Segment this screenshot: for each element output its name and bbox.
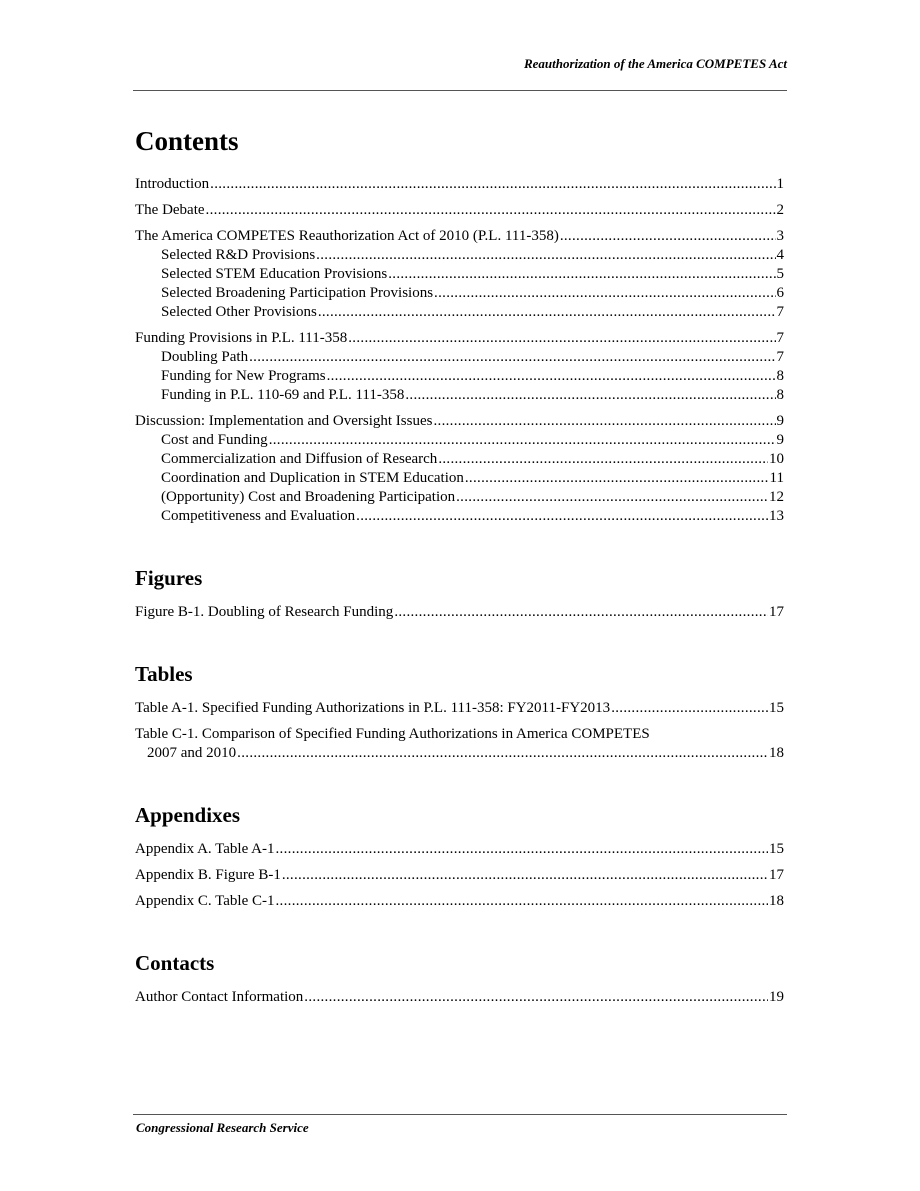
dot-leader	[434, 284, 775, 303]
toc-entry-reauthorization-act[interactable]	[135, 227, 784, 246]
toc-entry-title: Discussion: Implementation and Oversight Issues	[135, 413, 433, 429]
toc-entry-new-programs[interactable]	[135, 367, 784, 386]
toc-entry-title: Table A-1. Specified Funding Authorizations in P.L. 111-358: FY2011-FY2013	[135, 700, 611, 716]
toc-entry-page: 4	[776, 247, 784, 263]
dot-leader	[611, 699, 768, 718]
tables-section	[135, 662, 784, 763]
table-of-contents	[135, 126, 784, 1007]
toc-entry-page: 8	[776, 368, 784, 384]
contacts-heading: Contacts	[135, 951, 215, 975]
toc-entry-title: Funding in P.L. 110-69 and P.L. 111-358	[161, 387, 405, 403]
toc-entry-figure-b1[interactable]	[135, 603, 784, 622]
dot-leader	[316, 246, 775, 265]
toc-entry-page: 11	[769, 470, 784, 486]
toc-entry-title: Doubling Path	[161, 349, 249, 365]
toc-entry-title: The America COMPETES Reauthorization Act of 2010 (P.L. 111-358)	[135, 228, 559, 244]
toc-entry-page: 9	[776, 413, 784, 429]
toc-entry-appendix-b[interactable]	[135, 866, 784, 885]
toc-entry-competitiveness[interactable]	[135, 507, 784, 526]
toc-entry-page: 18	[769, 745, 784, 761]
dot-leader	[465, 469, 769, 488]
toc-entry-title: Selected Broadening Participation Provisions	[161, 285, 434, 301]
toc-entry-page: 7	[776, 349, 784, 365]
toc-entry-title: The Debate	[135, 202, 205, 218]
toc-entry-title: Funding for New Programs	[161, 368, 326, 384]
toc-entry-discussion[interactable]	[135, 412, 784, 431]
dot-leader	[348, 329, 775, 348]
dot-leader	[237, 744, 768, 763]
toc-entry-page: 10	[769, 451, 784, 467]
toc-entry-page: 1	[776, 176, 784, 192]
toc-entry-title: Funding Provisions in P.L. 111-358	[135, 330, 348, 346]
toc-entry-broadening-provisions[interactable]	[135, 284, 784, 303]
toc-entry-funding-provisions[interactable]	[135, 329, 784, 348]
toc-entry-the-debate[interactable]	[135, 201, 784, 220]
toc-entry-title: Commercialization and Diffusion of Research	[161, 451, 438, 467]
dot-leader	[433, 412, 775, 431]
toc-entry-page: 7	[776, 304, 784, 320]
toc-entry-table-c1[interactable]	[135, 725, 784, 763]
toc-entry-title: Cost and Funding	[161, 432, 268, 448]
toc-entry-page: 2	[776, 202, 784, 218]
toc-entry-page: 19	[769, 989, 784, 1005]
toc-entry-page: 13	[769, 508, 784, 524]
contacts-list	[135, 988, 784, 1007]
toc-entry-stem-provisions[interactable]	[135, 265, 784, 284]
toc-entry-page: 17	[769, 867, 784, 883]
dot-leader	[276, 892, 769, 911]
toc-entry-page: 15	[769, 841, 784, 857]
toc-entry-opportunity-cost[interactable]	[135, 488, 784, 507]
dot-leader	[249, 348, 775, 367]
dot-leader	[405, 386, 775, 405]
appendixes-heading: Appendixes	[135, 803, 241, 827]
dot-leader	[327, 367, 776, 386]
dot-leader	[304, 988, 768, 1007]
toc-entry-page: 12	[769, 489, 784, 505]
dot-leader	[276, 840, 769, 859]
toc-entry-page: 5	[776, 266, 784, 282]
toc-entry-title: Selected STEM Education Provisions	[161, 266, 388, 282]
footer-text: Congressional Research Service	[136, 1120, 309, 1135]
toc-entry-page: 15	[769, 700, 784, 716]
dot-leader	[394, 603, 768, 622]
figures-heading: Figures	[135, 566, 203, 590]
appendixes-list	[135, 840, 784, 911]
dot-leader	[282, 866, 768, 885]
toc-entry-funding-comparison[interactable]	[135, 386, 784, 405]
figures-section	[135, 566, 784, 622]
dot-leader	[210, 175, 775, 194]
toc-entry-table-a1[interactable]	[135, 699, 784, 718]
running-header-title: Reauthorization of the America COMPETES Act	[523, 56, 787, 71]
toc-entry-page: 6	[776, 285, 784, 301]
toc-entry-page: 17	[769, 604, 784, 620]
toc-entry-page: 18	[769, 893, 784, 909]
tables-list	[135, 699, 784, 763]
figures-list	[135, 603, 784, 622]
toc-entry-title: Appendix A. Table A-1	[135, 841, 275, 857]
toc-entry-other-provisions[interactable]	[135, 303, 784, 322]
toc-entry-page: 8	[776, 387, 784, 403]
toc-entry-appendix-c[interactable]	[135, 892, 784, 911]
toc-entry-title: Selected Other Provisions	[161, 304, 317, 320]
toc-entry-title: Author Contact Information	[135, 989, 304, 1005]
contents-heading: Contents	[135, 126, 239, 156]
toc-entry-doubling-path[interactable]	[135, 348, 784, 367]
dot-leader	[356, 507, 768, 526]
appendixes-section	[135, 803, 784, 911]
contacts-section	[135, 951, 784, 1007]
toc-entry-coordination[interactable]	[135, 469, 784, 488]
dot-leader	[560, 227, 776, 246]
toc-entry-title: Figure B-1. Doubling of Research Funding	[135, 604, 394, 620]
toc-entry-title: Appendix B. Figure B-1	[135, 867, 281, 883]
toc-entry-page: 3	[776, 228, 784, 244]
dot-leader	[456, 488, 768, 507]
footer-rule	[133, 1114, 787, 1115]
contents-list	[135, 175, 784, 526]
toc-entry-title-continued: 2007 and 2010	[147, 745, 237, 761]
toc-entry-title: Introduction	[135, 176, 210, 192]
dot-leader	[438, 450, 768, 469]
toc-entry-title: Coordination and Duplication in STEM Education	[161, 470, 464, 486]
dot-leader	[269, 431, 776, 450]
dot-leader	[206, 201, 776, 220]
toc-entry-title: Table C-1. Comparison of Specified Funding Authorizations in America COMPETES	[135, 726, 650, 742]
toc-entry-title: (Opportunity) Cost and Broadening Participation	[161, 489, 456, 505]
header-rule	[133, 90, 787, 91]
toc-entry-commercialization[interactable]	[135, 450, 784, 469]
toc-entry-page: 9	[776, 432, 784, 448]
toc-entry-appendix-a[interactable]	[135, 840, 784, 859]
toc-entry-title: Competitiveness and Evaluation	[161, 508, 356, 524]
toc-entry-rd-provisions[interactable]	[135, 246, 784, 265]
toc-entry-title: Selected R&D Provisions	[161, 247, 316, 263]
dot-leader	[318, 303, 776, 322]
tables-heading: Tables	[135, 662, 193, 686]
toc-entry-introduction[interactable]	[135, 175, 784, 194]
toc-entry-cost-funding[interactable]	[135, 431, 784, 450]
dot-leader	[388, 265, 775, 284]
toc-entry-author-contact[interactable]	[135, 988, 784, 1007]
toc-entry-page: 7	[776, 330, 784, 346]
toc-entry-title: Appendix C. Table C-1	[135, 893, 275, 909]
